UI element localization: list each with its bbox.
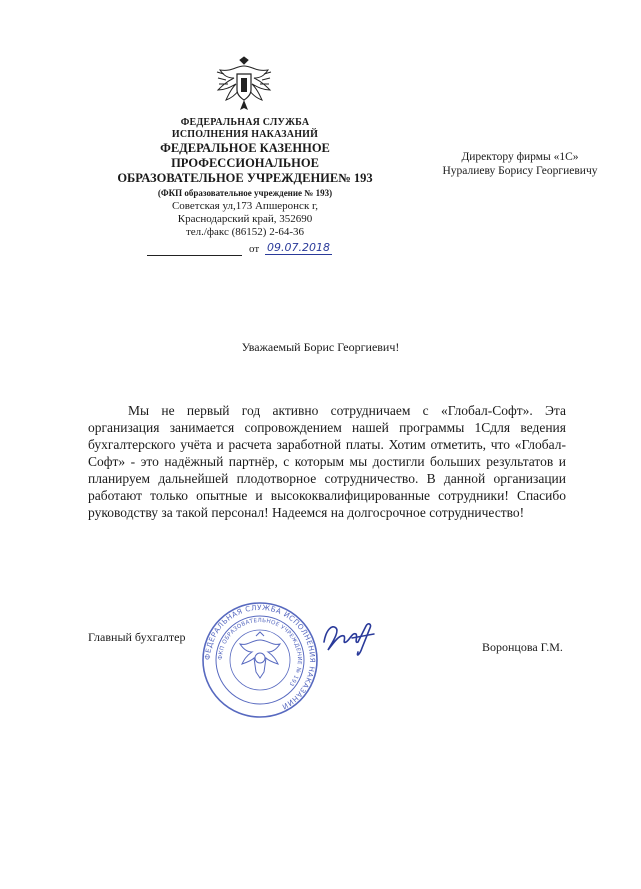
org-line: ОБРАЗОВАТЕЛЬНОЕ УЧРЕЖДЕНИЕ№ 193 xyxy=(117,171,373,185)
org-address: Советская ул,173 Апшеронск г, xyxy=(171,200,319,212)
eagle-emblem-icon xyxy=(214,56,274,114)
number-underline xyxy=(147,255,242,256)
stamp-outer-text: ФЕДЕРАЛЬНАЯ СЛУЖБА ИСПОЛНЕНИЯ НАКАЗАНИЙ xyxy=(202,602,318,712)
org-line: ФЕДЕРАЛЬНОЕ КАЗЕННОЕ xyxy=(160,141,330,155)
salutation: Уважаемый Борис Георгиевич! xyxy=(241,340,400,354)
official-stamp xyxy=(200,600,320,720)
organization-block xyxy=(80,117,410,239)
addressee-block xyxy=(420,150,620,178)
org-short-name: (ФКП образовательное учреждение № 193) xyxy=(157,188,333,198)
addressee-line: Директору фирмы «1С» xyxy=(461,151,579,163)
signer-name: Воронцова Г.М. xyxy=(482,640,563,654)
stamp-inner-text: ФКП ОБРАЗОВАТЕЛЬНОЕ УЧРЕЖДЕНИЕ № 193 xyxy=(217,617,303,688)
addressee-line: Нуралиеву Борису Георгиевичу xyxy=(442,165,598,177)
stamp-eagle-icon xyxy=(240,632,280,678)
org-line: ФЕДЕРАЛЬНАЯ СЛУЖБА xyxy=(180,117,310,128)
org-line: ИСПОЛНЕНИЯ НАКАЗАНИЙ xyxy=(171,129,319,140)
handwritten-signature xyxy=(318,612,378,662)
date-line xyxy=(147,243,387,259)
org-line: ПРОФЕССИОНАЛЬНОЕ xyxy=(171,156,319,170)
org-address: Краснодарский край, 352690 xyxy=(177,213,313,225)
letter-body: Мы не первый год активно сотрудничаем с «Глобал-Софт». Эта организация занимается сопровождением нашей программы 1Сдля ведения бухгалтерского учёта и расчета заработной платы. Хотим отметить, что «Глобал-Софт» - это надёжный партнёр, с которым мы достигли больших результатов и планируем дальнейшей плодотворное сотрудничество. В данной организации работают только опытные и высококвалифицированные сотрудники! Спасибо руководству за такой персонал! Надеемся на долгосрочное сотрудничество! xyxy=(88,403,566,520)
signer-position: Главный бухгалтер xyxy=(88,630,186,644)
org-phone: тел./факс (86152) 2-64-36 xyxy=(185,226,305,238)
handwritten-date: 09.07.2018 xyxy=(267,241,330,254)
date-prefix: от xyxy=(249,243,260,255)
